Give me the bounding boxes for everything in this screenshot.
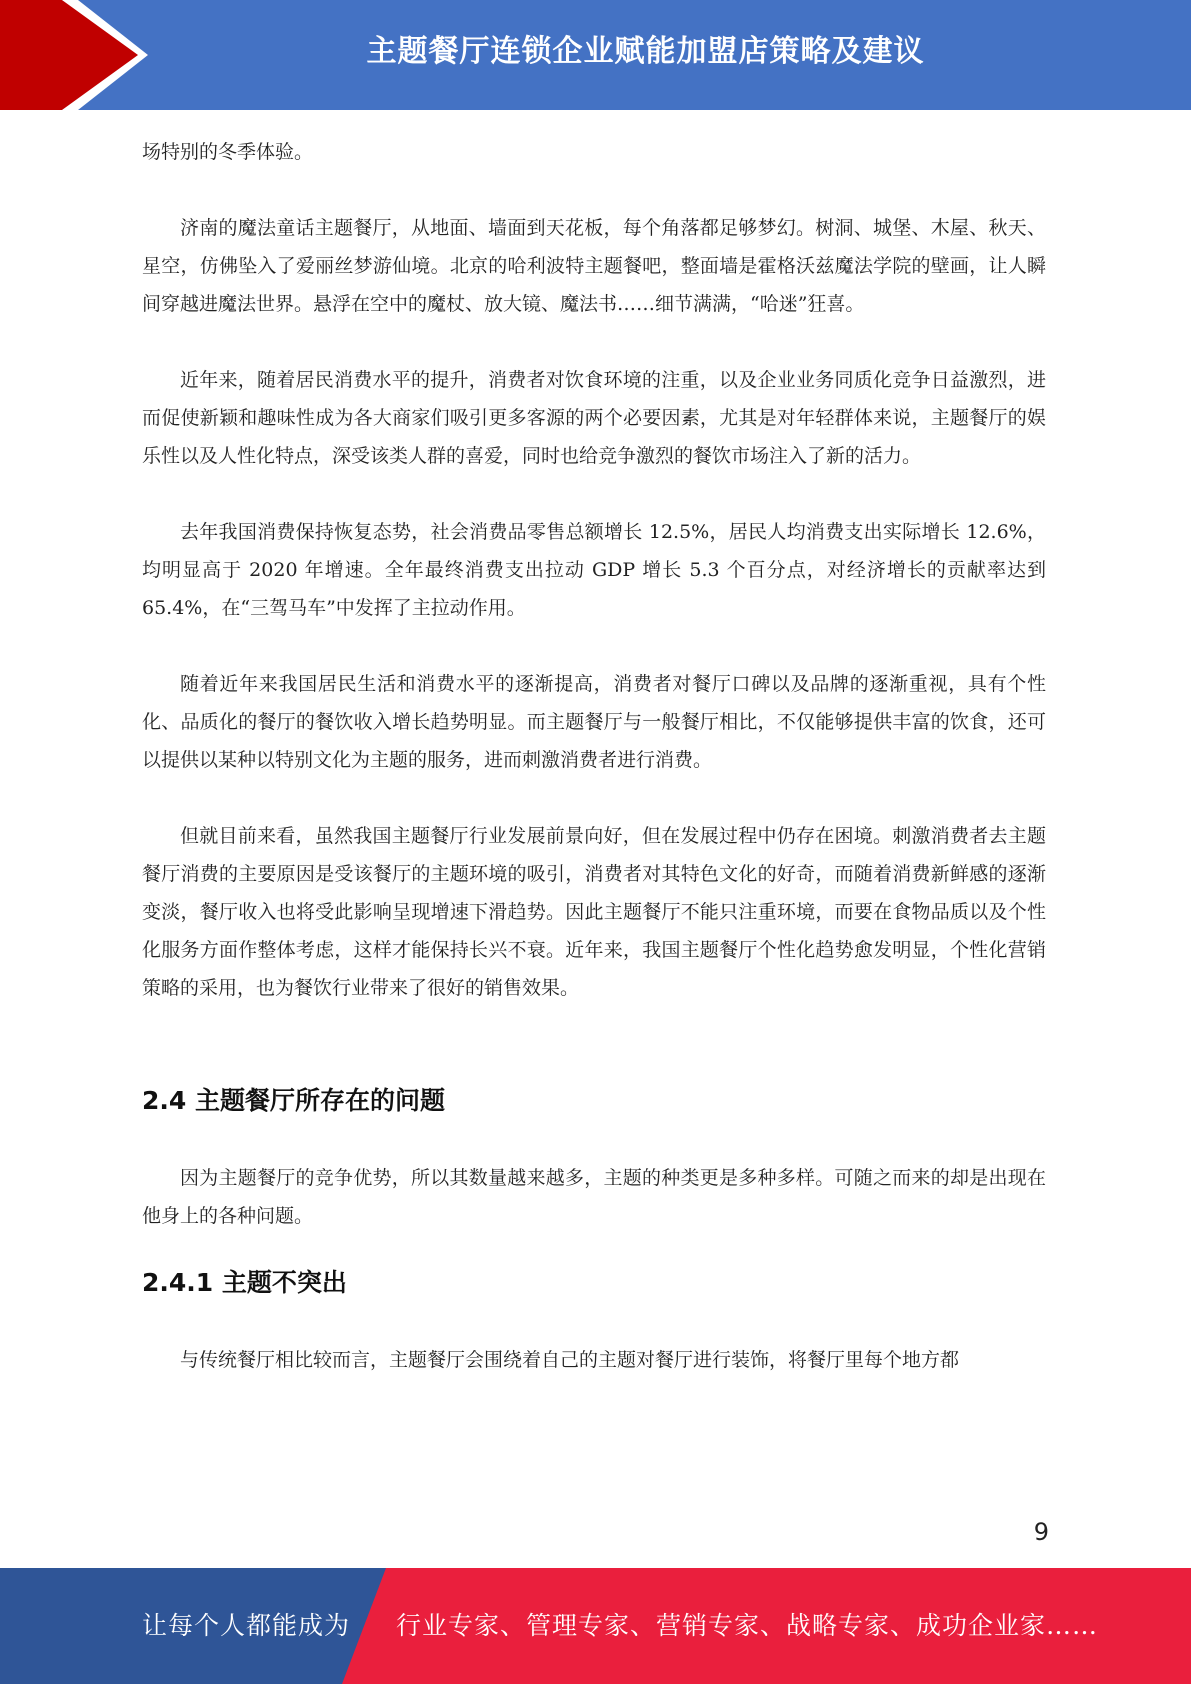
page-body: [142, 133, 1046, 1379]
footer-banner: [0, 1568, 1191, 1684]
paragraph: 近年来，随着居民消费水平的提升，消费者对饮食环境的注重，以及企业业务同质化竞争日益激烈，进而促使新颖和趣味性成为各大商家们吸引更多客源的两个必要因素，尤其是对年轻群体来说，主题餐厅的娱乐性以及人性化特点，深受该类人群的喜爱，同时也给竞争激烈的餐饮市场注入了新的活力。: [142, 369, 1046, 467]
chevron-arrow-decoration: [0, 0, 160, 110]
paragraph: 场特别的冬季体验。: [142, 141, 314, 163]
header-banner: [0, 0, 1191, 110]
paragraph: 随着近年来我国居民生活和消费水平的逐渐提高，消费者对餐厅口碑以及品牌的逐渐重视，具有个性化、品质化的餐厅的餐饮收入增长趋势明显。而主题餐厅与一般餐厅相比，不仅能够提供丰富的饮食，还可以提供以某种以特别文化为主题的服务，进而刺激消费者进行消费。: [142, 673, 1046, 771]
paragraph: 济南的魔法童话主题餐厅，从地面、墙面到天花板，每个角落都足够梦幻。树洞、城堡、木屋、秋天、星空，仿佛坠入了爱丽丝梦游仙境。北京的哈利波特主题餐吧，整面墙是霍格沃兹魔法学院的壁画，让人瞬间穿越进魔法世界。悬浮在空中的魔杖、放大镜、魔法书……细节满满，“哈迷”狂喜。: [142, 217, 1046, 315]
section-heading: 2.4 主题餐厅所存在的问题: [142, 1086, 445, 1115]
paragraph: 去年我国消费保持恢复态势，社会消费品零售总额增长 12.5%，居民人均消费支出实际增长 12.6%，均明显高于 2020 年增速。全年最终消费支出拉动 GDP 增长 5.3 个百分点，对经济增长的贡献率达到 65.4%，在“三驾马车”中发挥了主拉动作用。: [142, 521, 1046, 619]
footer-slogan-right: 行业专家、管理专家、营销专家、战略专家、成功企业家……: [396, 1611, 1099, 1640]
footer-slogan-left: 让每个人都能成为: [142, 1611, 351, 1640]
page-number: 9: [1033, 1518, 1049, 1546]
paragraph: 但就目前来看，虽然我国主题餐厅行业发展前景向好，但在发展过程中仍存在困境。刺激消费者去主题餐厅消费的主要原因是受该餐厅的主题环境的吸引，消费者对其特色文化的好奇，而随着消费新鲜感的逐渐变淡，餐厅收入也将受此影响呈现增速下滑趋势。因此主题餐厅不能只注重环境，而要在食物品质以及个性化服务方面作整体考虑，这样才能保持长兴不衰。近年来，我国主题餐厅个性化趋势愈发明显，个性化营销策略的采用，也为餐饮行业带来了很好的销售效果。: [142, 825, 1046, 999]
paragraph: 与传统餐厅相比较而言，主题餐厅会围绕着自己的主题对餐厅进行装饰，将餐厅里每个地方都: [180, 1349, 960, 1371]
document-title: 主题餐厅连锁企业赋能加盟店策略及建议: [366, 34, 925, 69]
paragraph: 因为主题餐厅的竞争优势，所以其数量越来越多，主题的种类更是多种多样。可随之而来的却是出现在他身上的各种问题。: [142, 1167, 1046, 1227]
subsection-heading: 2.4.1 主题不突出: [142, 1268, 347, 1297]
